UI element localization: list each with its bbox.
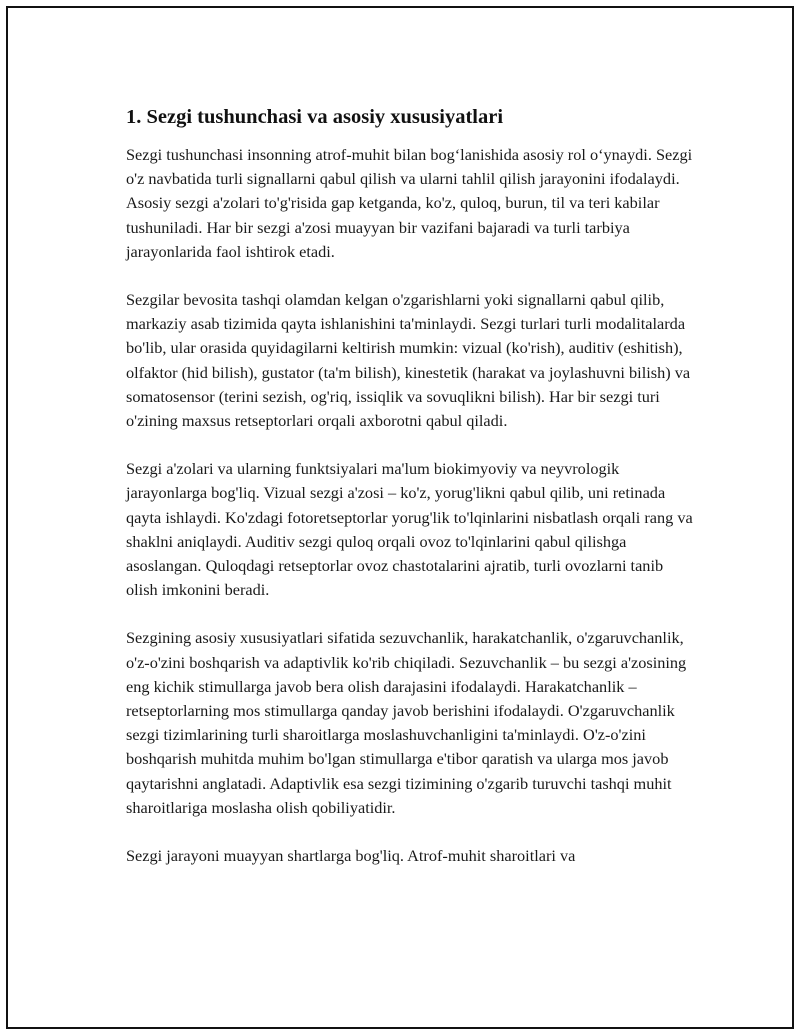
paragraph-5: Sezgi jarayoni muayyan shartlarga bog'liq. Atrof-muhit sharoitlari va: [126, 846, 576, 866]
section-heading: 1. Sezgi tushunchasi va asosiy xususiyatlari: [126, 106, 504, 128]
paragraph-3: Sezgi a'zolari va ularning funktsiyalari ma'lum biokimyoviy va neyvrologik jarayonlarga bog'liq. Vizual sezgi a'zosi – ko'z, yorug'likni qabul qilib, uni retinada qayta ishlaydi. Ko'zdagi fotoretseptorlar yorug'lik to'lqinlarini nisbatlash orqali rang va shaklni aniqlaydi. Auditiv sezgi quloq orqali ovoz to'lqinlarini qabul qilishga asoslangan. Quloqdagi retseptorlar ovoz chastotalarini ajratib, turli ovozlarni tanib olish imkonini beradi.: [126, 459, 693, 600]
paragraph-4: Sezgining asosiy xususiyatlari sifatida sezuvchanlik, harakatchanlik, o'zgaruvchanlik, o'z-o'zini boshqarish va adaptivlik ko'rib chiqiladi. Sezuvchanlik – bu sezgi a'zosining eng kichik stimullarga javob bera olish darajasini ifodalaydi. Harakatchanlik – retseptorlarning mos stimullarga qanday javob berishini ifodalaydi. O'zgaruvchanlik sezgi tizimlarining turli sharoitlarga moslashuvchanligini ta'minlaydi. O'z-o'zini boshqarish muhitda muhim bo'lgan stimullarga e'tibor qaratish va ularga mos javob qaytarishni anglatadi. Adaptivlik esa sezgi tizimining o'zgarib turuvchi tashqi muhit sharoitlariga moslasha olish qobiliyatidir.: [126, 628, 687, 817]
paragraph-1: Sezgi tushunchasi insonning atrof-muhit bilan bog‘lanishida asosiy rol o‘ynaydi. Sezgi o'z navbatida turli signallarni qabul qilish va ularni tahlil qilish jarayonini ifodalaydi. Asosiy sezgi a'zolari to'g'risida gap ketganda, ko'z, quloq, burun, til va teri kabilar tushuniladi. Har bir sezgi a'zosi muayyan bir vazifani bajaradi va turli tarbiya jarayonlarida faol ishtirok etadi.: [126, 145, 693, 261]
document-page: [6, 6, 794, 1029]
paragraph-2: Sezgilar bevosita tashqi olamdan kelgan o'zgarishlarni yoki signallarni qabul qilib, markaziy asab tizimida qayta ishlanishini ta'minlaydi. Sezgi turlari turli modalitalarda bo'lib, ular orasida quyidagilarni keltirish mumkin: vizual (ko'rish), auditiv (eshitish), olfaktor (hid bilish), gustator (ta'm bilish), kinestetik (harakat va joylashuvni bilish) va somatosensor (terini sezish, og'riq, issiqlik va sovuqlikni bilish). Har bir sezgi turi o'zining maxsus retseptorlari orqali axborotni qabul qiladi.: [126, 290, 691, 431]
document-body: [126, 104, 698, 892]
